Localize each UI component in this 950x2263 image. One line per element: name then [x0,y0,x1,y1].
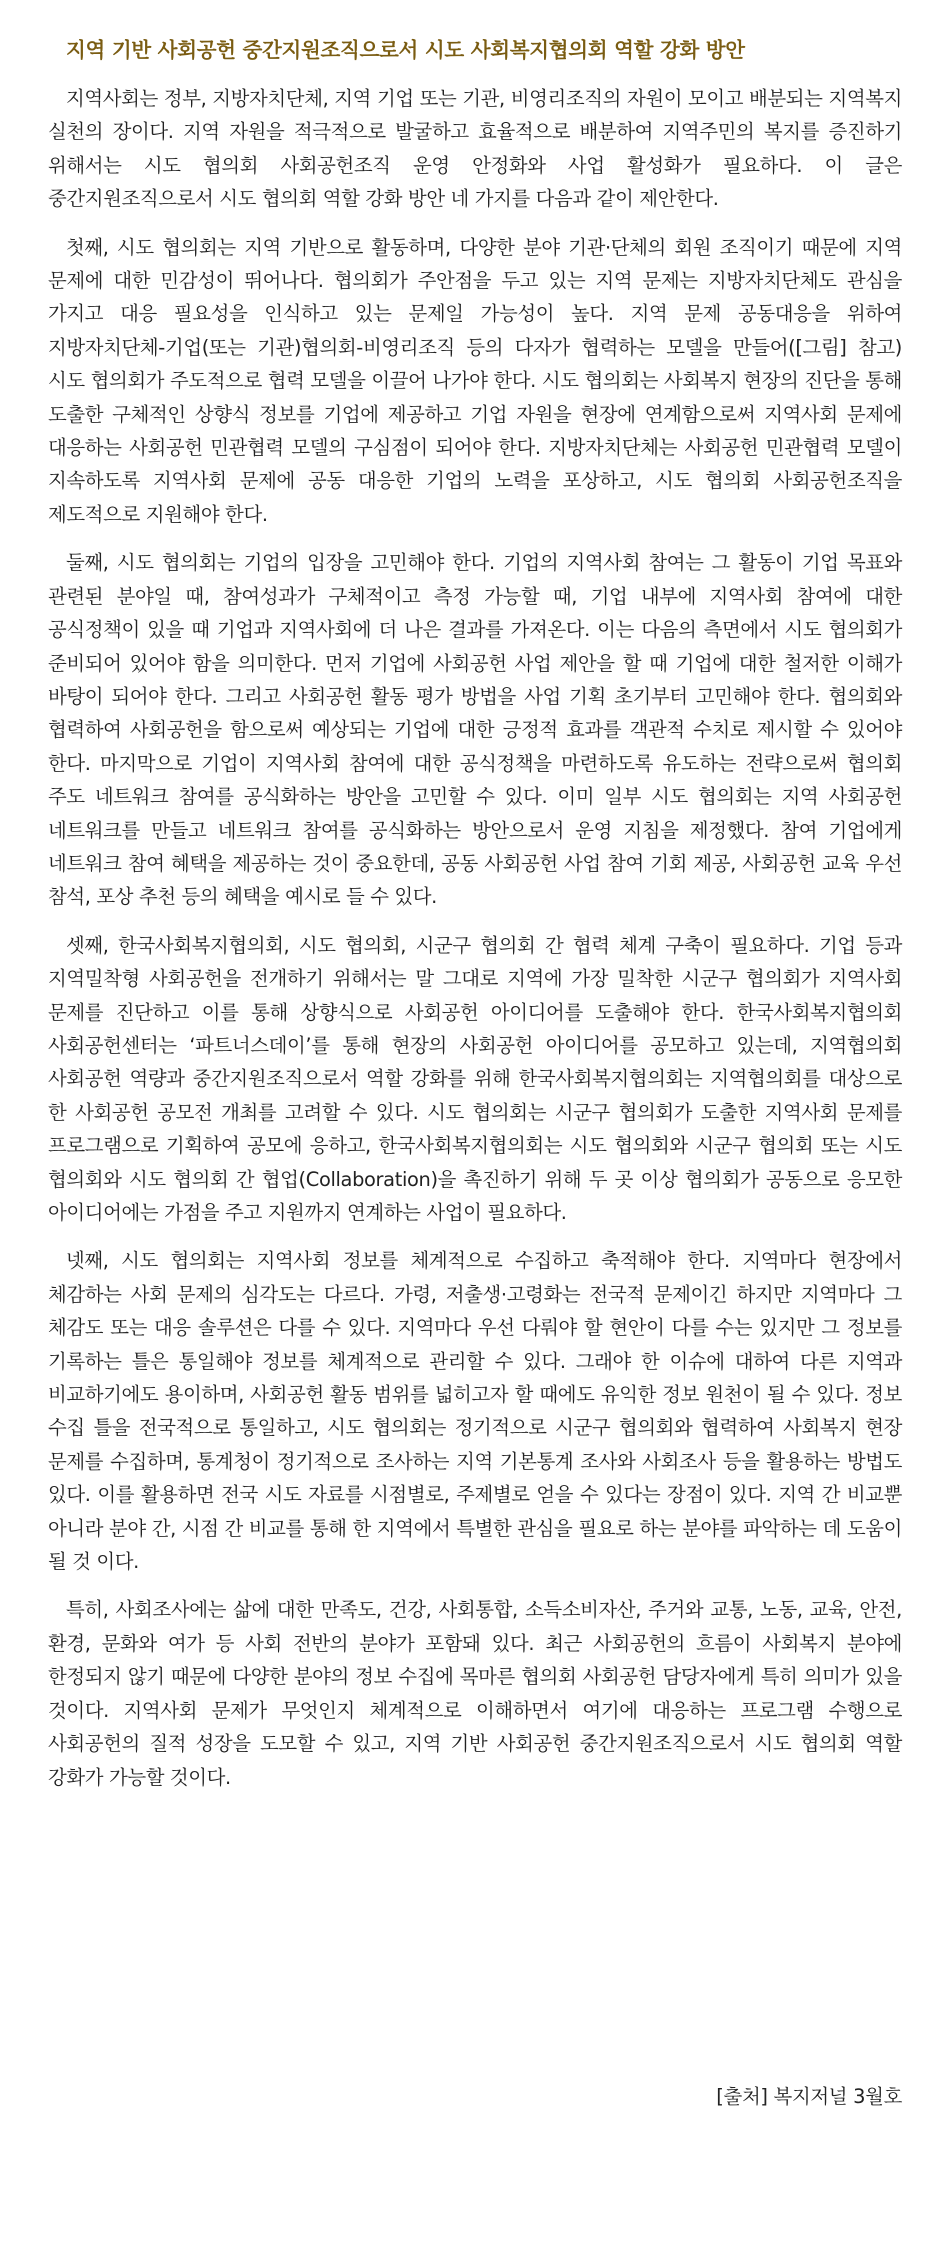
article [48,28,902,1809]
paragraph-fourth: 넷째, 시도 협의회는 지역사회 정보를 체계적으로 수집하고 축적해야 한다. 지역마다 현장에서 체감하는 사회 문제의 심각도는 다르다. 가령, 저출생·고령화는 전국적 문제이긴 하지만 지역마다 그 체감도 또는 대응 솔루션은 다를 수 있다. 지역마다 우선 다뤄야 할 현안이 다를 수는 있지만 그 정보를 기록하는 틀은 통일해야 정보를 체계적으로 관리할 수 있다. 그래야 한 이슈에 대하여 다른 지역과 비교하기에도 용이하며, 사회공헌 활동 범위를 넓히고자 할 때에도 유익한 정보 원천이 될 수 있다. 정보 수집 틀을 전국적으로 통일하고, 시도 협의회는 정기적으로 시군구 협의회와 협력하여 사회복지 현장 문제를 수집하며, 통계청이 정기적으로 조사하는 지역 기본통계 조사와 사회조사 등을 활용하는 방법도 있다. 이를 활용하면 전국 시도 자료를 시점별로, 주제별로 얻을 수 있다는 장점이 있다. 지역 간 비교뿐 아니라 분야 간, 시점 간 비교를 통해 한 지역에서 특별한 관심을 필요로 하는 분야를 파악하는 데 도움이 될 것 이다. [48,1249,902,1574]
source-citation: [출처] 복지저널 3월호 [716,2085,902,2108]
paragraph-second: 둘째, 시도 협의회는 기업의 입장을 고민해야 한다. 기업의 지역사회 참여는 그 활동이 기업 목표와 관련된 분야일 때, 참여성과가 구체적이고 측정 가능할 때, 기업 내부에 지역사회 참여에 대한 공식정책이 있을 때 기업과 지역사회에 더 나은 결과를 가져온다. 이는 다음의 측면에서 시도 협의회가 준비되어 있어야 함을 의미한다. 먼저 기업에 사회공헌 사업 제안을 할 때 기업에 대한 철저한 이해가 바탕이 되어야 한다. 그리고 사회공헌 활동 평가 방법을 사업 기획 초기부터 고민해야 한다. 협의회와 협력하여 사회공헌을 함으로써 예상되는 기업에 대한 긍정적 효과를 객관적 수치로 제시할 수 있어야 한다. 마지막으로 기업이 지역사회 참여에 대한 공식정책을 마련하도록 유도하는 전략으로써 협의회 주도 네트워크 참여를 공식화하는 방안을 고민할 수 있다. 이미 일부 시도 협의회는 지역 사회공헌 네트워크를 만들고 네트워크 참여를 공식화하는 방안으로서 운영 지침을 제정했다. 참여 기업에게 네트워크 참여 혜택을 제공하는 것이 중요한데, 공동 사회공헌 사업 참여 기회 제공, 사회공헌 교육 우선 참석, 포상 추천 등의 혜택을 예시로 들 수 있다. [48,551,902,909]
paragraph-intro: 지역사회는 정부, 지방자치단체, 지역 기업 또는 기관, 비영리조직의 자원이 모이고 배분되는 지역복지 실천의 장이다. 지역 자원을 적극적으로 발굴하고 효율적으로 배분하여 지역주민의 복지를 증진하기 위해서는 시도 협의회 사회공헌조직 운영 안정화와 사업 활성화가 필요하다. 이 글은 중간지원조직으로서 시도 협의회 역할 강화 방안 네 가지를 다음과 같이 제안한다. [48,87,902,211]
paragraph-first: 첫째, 시도 협의회는 지역 기반으로 활동하며, 다양한 분야 기관·단체의 회원 조직이기 때문에 지역 문제에 대한 민감성이 뛰어나다. 협의회가 주안점을 두고 있는 지역 문제는 지방자치단체도 관심을 가지고 대응 필요성을 인식하고 있는 문제일 가능성이 높다. 지역 문제 공동대응을 위하여 지방자치단체-기업(또는 기관)협의회-비영리조직 등의 다자가 협력하는 모델을 만들어([그림] 참고) 시도 협의회가 주도적으로 협력 모델을 이끌어 나가야 한다. 시도 협의회는 사회복지 현장의 진단을 통해 도출한 구체적인 상향식 정보를 기업에 제공하고 기업 자원을 현장에 연계함으로써 지역사회 문제에 대응하는 사회공헌 민관협력 모델의 구심점이 되어야 한다. 지방자치단체는 사회공헌 민관협력 모델이 지속하도록 지역사회 문제에 공동 대응한 기업의 노력을 포상하고, 시도 협의회 사회공헌조직을 제도적으로 지원해야 한다. [48,235,902,526]
paragraph-conclusion: 특히, 사회조사에는 삶에 대한 만족도, 건강, 사회통합, 소득소비자산, 주거와 교통, 노동, 교육, 안전, 환경, 문화와 여가 등 사회 전반의 분야가 포함돼 있다. 최근 사회공헌의 흐름이 사회복지 분야에 한정되지 않기 때문에 다양한 분야의 정보 수집에 목마른 협의회 사회공헌 담당자에게 특히 의미가 있을 것이다. 지역사회 문제가 무엇인지 체계적으로 이해하면서 여기에 대응하는 프로그램 수행으로 사회공헌의 질적 성장을 도모할 수 있고, 지역 기반 사회공헌 중간지원조직으로서 시도 협의회 역할 강화가 가능할 것이다. [48,1598,902,1789]
article-title: 지역 기반 사회공헌 중간지원조직으로서 시도 사회복지협의회 역할 강화 방안 [66,38,745,62]
paragraph-third: 셋째, 한국사회복지협의회, 시도 협의회, 시군구 협의회 간 협력 체계 구축이 필요하다. 기업 등과 지역밀착형 사회공헌을 전개하기 위해서는 말 그대로 지역에 가장 밀착한 시군구 협의회가 지역사회 문제를 진단하고 이를 통해 상향식으로 사회공헌 아이디어를 도출해야 한다. 한국사회복지협의회 사회공헌센터는 ‘파트너스데이’를 통해 현장의 사회공헌 아이디어를 공모하고 있는데, 지역협의회 사회공헌 역량과 중간지원조직으로서 역할 강화를 위해 한국사회복지협의회는 지역협의회를 대상으로 한 사회공헌 공모전 개최를 고려할 수 있다. 시도 협의회는 시군구 협의회가 도출한 지역사회 문제를 프로그램으로 기획하여 공모에 응하고, 한국사회복지협의회는 시도 협의회와 시군구 협의회 또는 시도 협의회와 시도 협의회 간 협업(Collaboration)을 촉진하기 위해 두 곳 이상 협의회가 공동으로 응모한 아이디어에는 가점을 주고 지원까지 연계하는 사업이 필요하다. [48,933,902,1224]
